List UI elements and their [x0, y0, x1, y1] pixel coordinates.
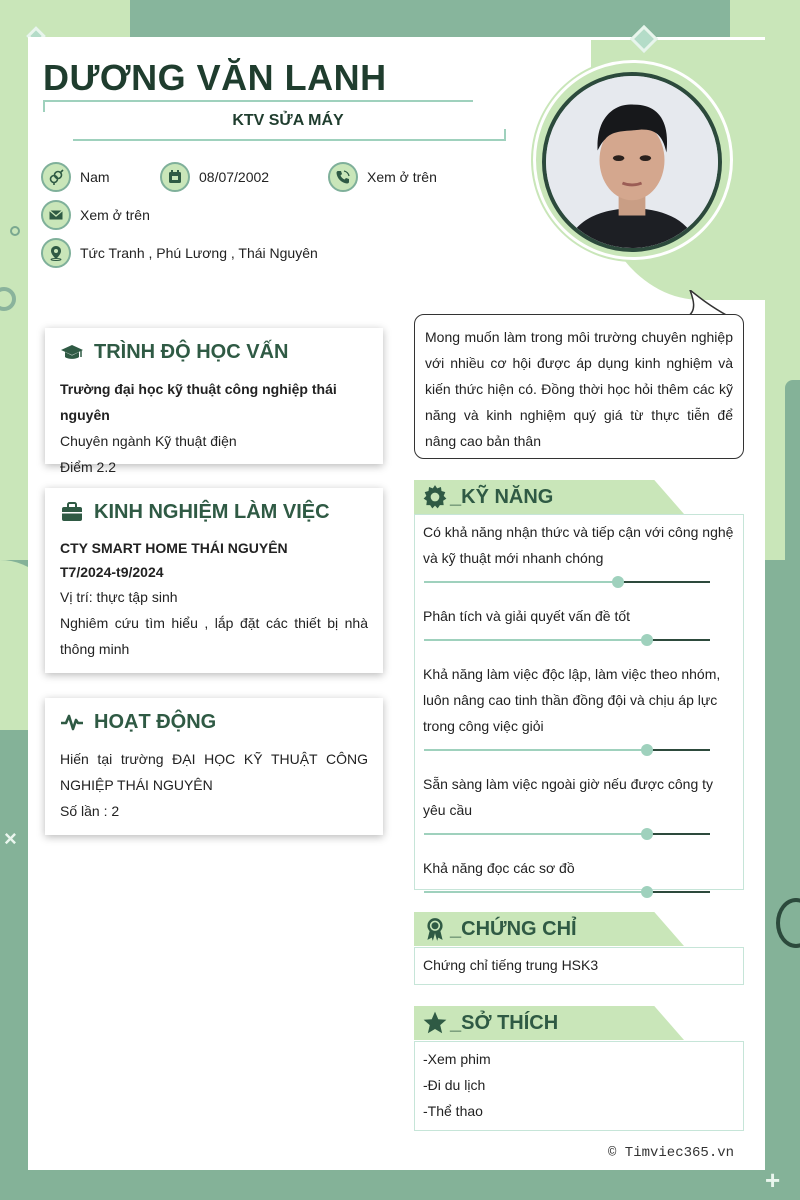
skill-text: Khả năng đọc các sơ đồ	[423, 860, 575, 876]
skill-text: Sẵn sàng làm việc ngoài giờ nếu được công ty yêu cầu	[423, 776, 714, 818]
skill-level-bar	[424, 639, 710, 641]
info-address	[41, 238, 318, 268]
skill-text: Phân tích và giải quyết vấn đề tốt	[423, 608, 631, 624]
activities-title: HOẠT ĐỘNG	[94, 710, 217, 733]
candidate-name: DƯƠNG VĂN LANH	[43, 57, 387, 98]
experience-heading	[60, 500, 368, 524]
email-value: Xem ở trên	[80, 207, 150, 223]
skill-text: Có khả năng nhận thức và tiếp cận với công nghệ và kỹ thuật mới nhanh chóng	[423, 524, 734, 566]
hobby-item: -Xem phim	[423, 1051, 491, 1067]
birthday-value: 08/07/2002	[199, 169, 270, 185]
gender-icon	[41, 162, 71, 192]
skills-heading	[414, 480, 684, 514]
experience-company: CTY SMART HOME THÁI NGUYÊN	[60, 540, 288, 556]
location-icon	[41, 238, 71, 268]
skills-title: _KỸ NĂNG	[450, 485, 554, 508]
info-gender	[41, 162, 110, 192]
experience-card	[45, 488, 383, 673]
career-objective: Mong muốn làm trong môi trường chuyên nghiệp với nhiều cơ hội được áp dụng kinh nghiệm và kiến thức hiện có. Đồng thời học hỏi thêm các kỹ năng và kinh nghiệm quý giá từ thực tiễn để nâng cao bản thân	[414, 314, 744, 459]
award-icon	[422, 916, 448, 942]
skill-level-bar	[424, 581, 710, 583]
activities-count: Số lần : 2	[60, 803, 120, 819]
avatar	[542, 72, 722, 252]
info-birthday	[160, 162, 269, 192]
skill-item	[423, 603, 735, 641]
skill-level-marker	[612, 576, 624, 588]
skill-level-bar	[424, 891, 710, 893]
pulse-icon	[60, 710, 84, 734]
decorative-circle	[10, 226, 20, 236]
hobby-item: -Đi du lịch	[423, 1077, 486, 1093]
education-card	[45, 328, 383, 475]
name-underline	[43, 100, 473, 112]
certificate-item: Chứng chỉ tiếng trung HSK3	[423, 957, 599, 973]
certificates-heading	[414, 912, 684, 946]
portrait-photo	[546, 76, 718, 248]
skill-level-marker	[641, 744, 653, 756]
hobby-item: -Thể thao	[423, 1103, 483, 1119]
job-title: KTV SỬA MÁY	[232, 112, 344, 129]
activities-description: Hiến tại trường ĐẠI HỌC KỸ THUẬT CÔNG NGHIỆP THÁI NGUYÊN	[60, 751, 368, 793]
skill-item	[423, 771, 735, 835]
education-score: Điểm 2.2	[60, 459, 117, 475]
activities-card	[45, 698, 383, 835]
education-school: Trường đại học kỹ thuật công nghiệp thái nguyên	[60, 381, 337, 423]
skill-level-marker	[641, 828, 653, 840]
experience-period: T7/2024-t9/2024	[60, 564, 164, 580]
skill-text: Khả năng làm việc độc lập, làm việc theo nhóm, luôn nâng cao tinh thần đồng đội và chịu áp lực trong công việc giỏi	[423, 666, 721, 734]
skill-level-bar	[424, 833, 710, 835]
gender-value: Nam	[80, 169, 110, 185]
education-major: Chuyên ngành Kỹ thuật điện	[60, 433, 237, 449]
experience-position: Vị trí: thực tập sinh	[60, 589, 178, 605]
email-icon	[41, 200, 71, 230]
info-email	[41, 200, 150, 230]
footer-watermark: © Timviec365.vn	[608, 1145, 735, 1161]
experience-title: KINH NGHIỆM LÀM VIỆC	[94, 500, 330, 523]
hobbies-heading	[414, 1006, 684, 1040]
phone-value: Xem ở trên	[367, 169, 437, 185]
skill-level-marker	[641, 886, 653, 898]
skill-level-bar	[424, 749, 710, 751]
resume-page	[28, 37, 765, 1170]
skill-item	[423, 661, 735, 751]
decorative-cross: ×	[4, 826, 17, 851]
certificates-title: _CHỨNG CHỈ	[450, 917, 577, 940]
skills-list	[414, 514, 744, 890]
gear-icon	[422, 484, 448, 510]
job-underline	[73, 129, 506, 141]
graduation-cap-icon	[60, 340, 84, 364]
hobbies-list	[414, 1041, 744, 1131]
hobbies-title: _SỞ THÍCH	[450, 1011, 559, 1034]
phone-icon	[328, 162, 358, 192]
briefcase-icon	[60, 500, 84, 524]
skill-item	[423, 519, 735, 583]
star-icon	[422, 1010, 448, 1036]
decorative-circle	[0, 287, 16, 311]
info-phone	[328, 162, 437, 192]
certificates-list	[414, 947, 744, 985]
education-title: TRÌNH ĐỘ HỌC VẤN	[94, 340, 289, 363]
activities-heading	[60, 710, 368, 734]
skill-level-marker	[641, 634, 653, 646]
experience-description: Nghiêm cứu tìm hiểu , lắp đặt các thiết bị nhà thông minh	[60, 615, 368, 657]
decorative-plus: +	[765, 1165, 781, 1195]
education-heading	[60, 340, 368, 364]
skill-item	[423, 855, 735, 893]
background-right-strip	[785, 380, 800, 600]
address-value: Tức Tranh , Phú Lương , Thái Nguyên	[80, 245, 318, 261]
calendar-icon	[160, 162, 190, 192]
